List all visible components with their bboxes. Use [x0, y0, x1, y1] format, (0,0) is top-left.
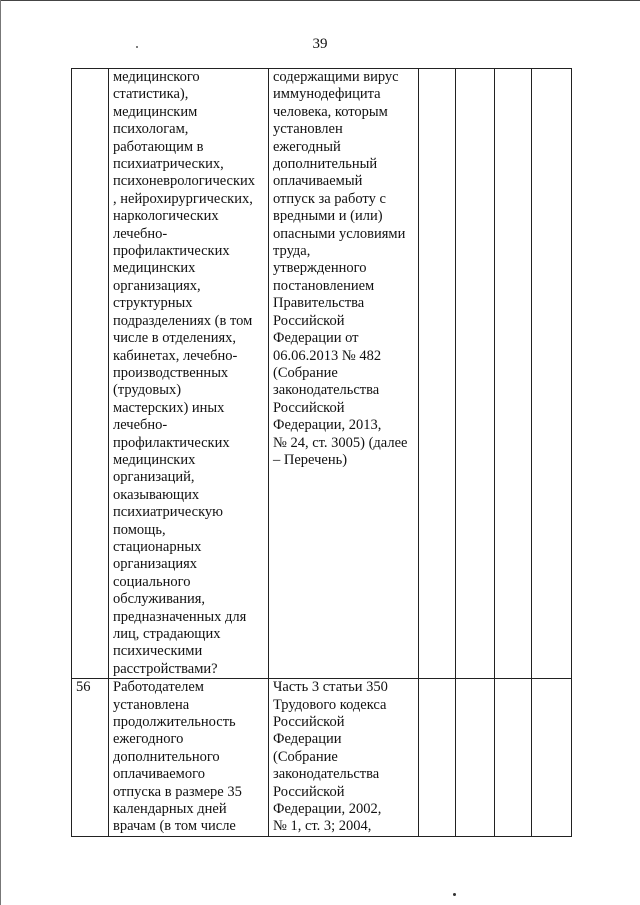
- page-number: 39: [312, 36, 328, 52]
- legal-basis-cell: Часть 3 статьи 350 Трудового кодекса Российской Федерации (Собрание законодательства Российской Федерации, 2002, № 1, ст. 3; 2004,: [269, 679, 419, 837]
- answer-na-cell: [495, 679, 532, 837]
- scan-frame-top: [0, 0, 640, 3]
- comment-cell: [532, 69, 572, 679]
- comment-cell: [532, 679, 572, 837]
- question-cell: медицинского статистика), медицинским психологам, работающим в психиатрических, психоневрологических , нейрохирургических, наркологических лечебно- профилактических медицинских организациях, структурных подразделениях (в том числе в отделениях, кабинетах, лечебно- производственных (трудовых) мастерских) иных лечебно- профилактических медицинских организаций, оказывающих психиатрическую помощь, стационарных организациях социального обслуживания, предназначенных для лиц, страдающих психическими расстройствами?: [109, 69, 269, 679]
- legal-basis-cell: содержащими вирус иммунодефицита человека, которым установлен ежегодный дополнительный оплачиваемый отпуск за работу с вредными и (или) опасными условиями труда, утвержденного постановлением Правительства Российской Федерации от 06.06.2013 № 482 (Собрание законодательства Российской Федерации, 2013, № 24, ст. 3005) (далее – Перечень): [269, 69, 419, 679]
- answer-na-cell: [495, 69, 532, 679]
- row-number-cell: [72, 69, 109, 679]
- scan-speck: [453, 893, 456, 896]
- answer-no-cell: [456, 69, 495, 679]
- checklist-table: [71, 68, 572, 837]
- answer-no-cell: [456, 679, 495, 837]
- scan-frame-left: [0, 0, 2, 905]
- answer-yes-cell: [419, 69, 456, 679]
- answer-yes-cell: [419, 679, 456, 837]
- table-row: [72, 69, 572, 679]
- question-cell: Работодателем установлена продолжительность ежегодного дополнительного оплачиваемого отпуска в размере 35 календарных дней врачам (в том числе: [109, 679, 269, 837]
- table-row: [72, 679, 572, 837]
- row-number-cell: 56: [72, 679, 109, 837]
